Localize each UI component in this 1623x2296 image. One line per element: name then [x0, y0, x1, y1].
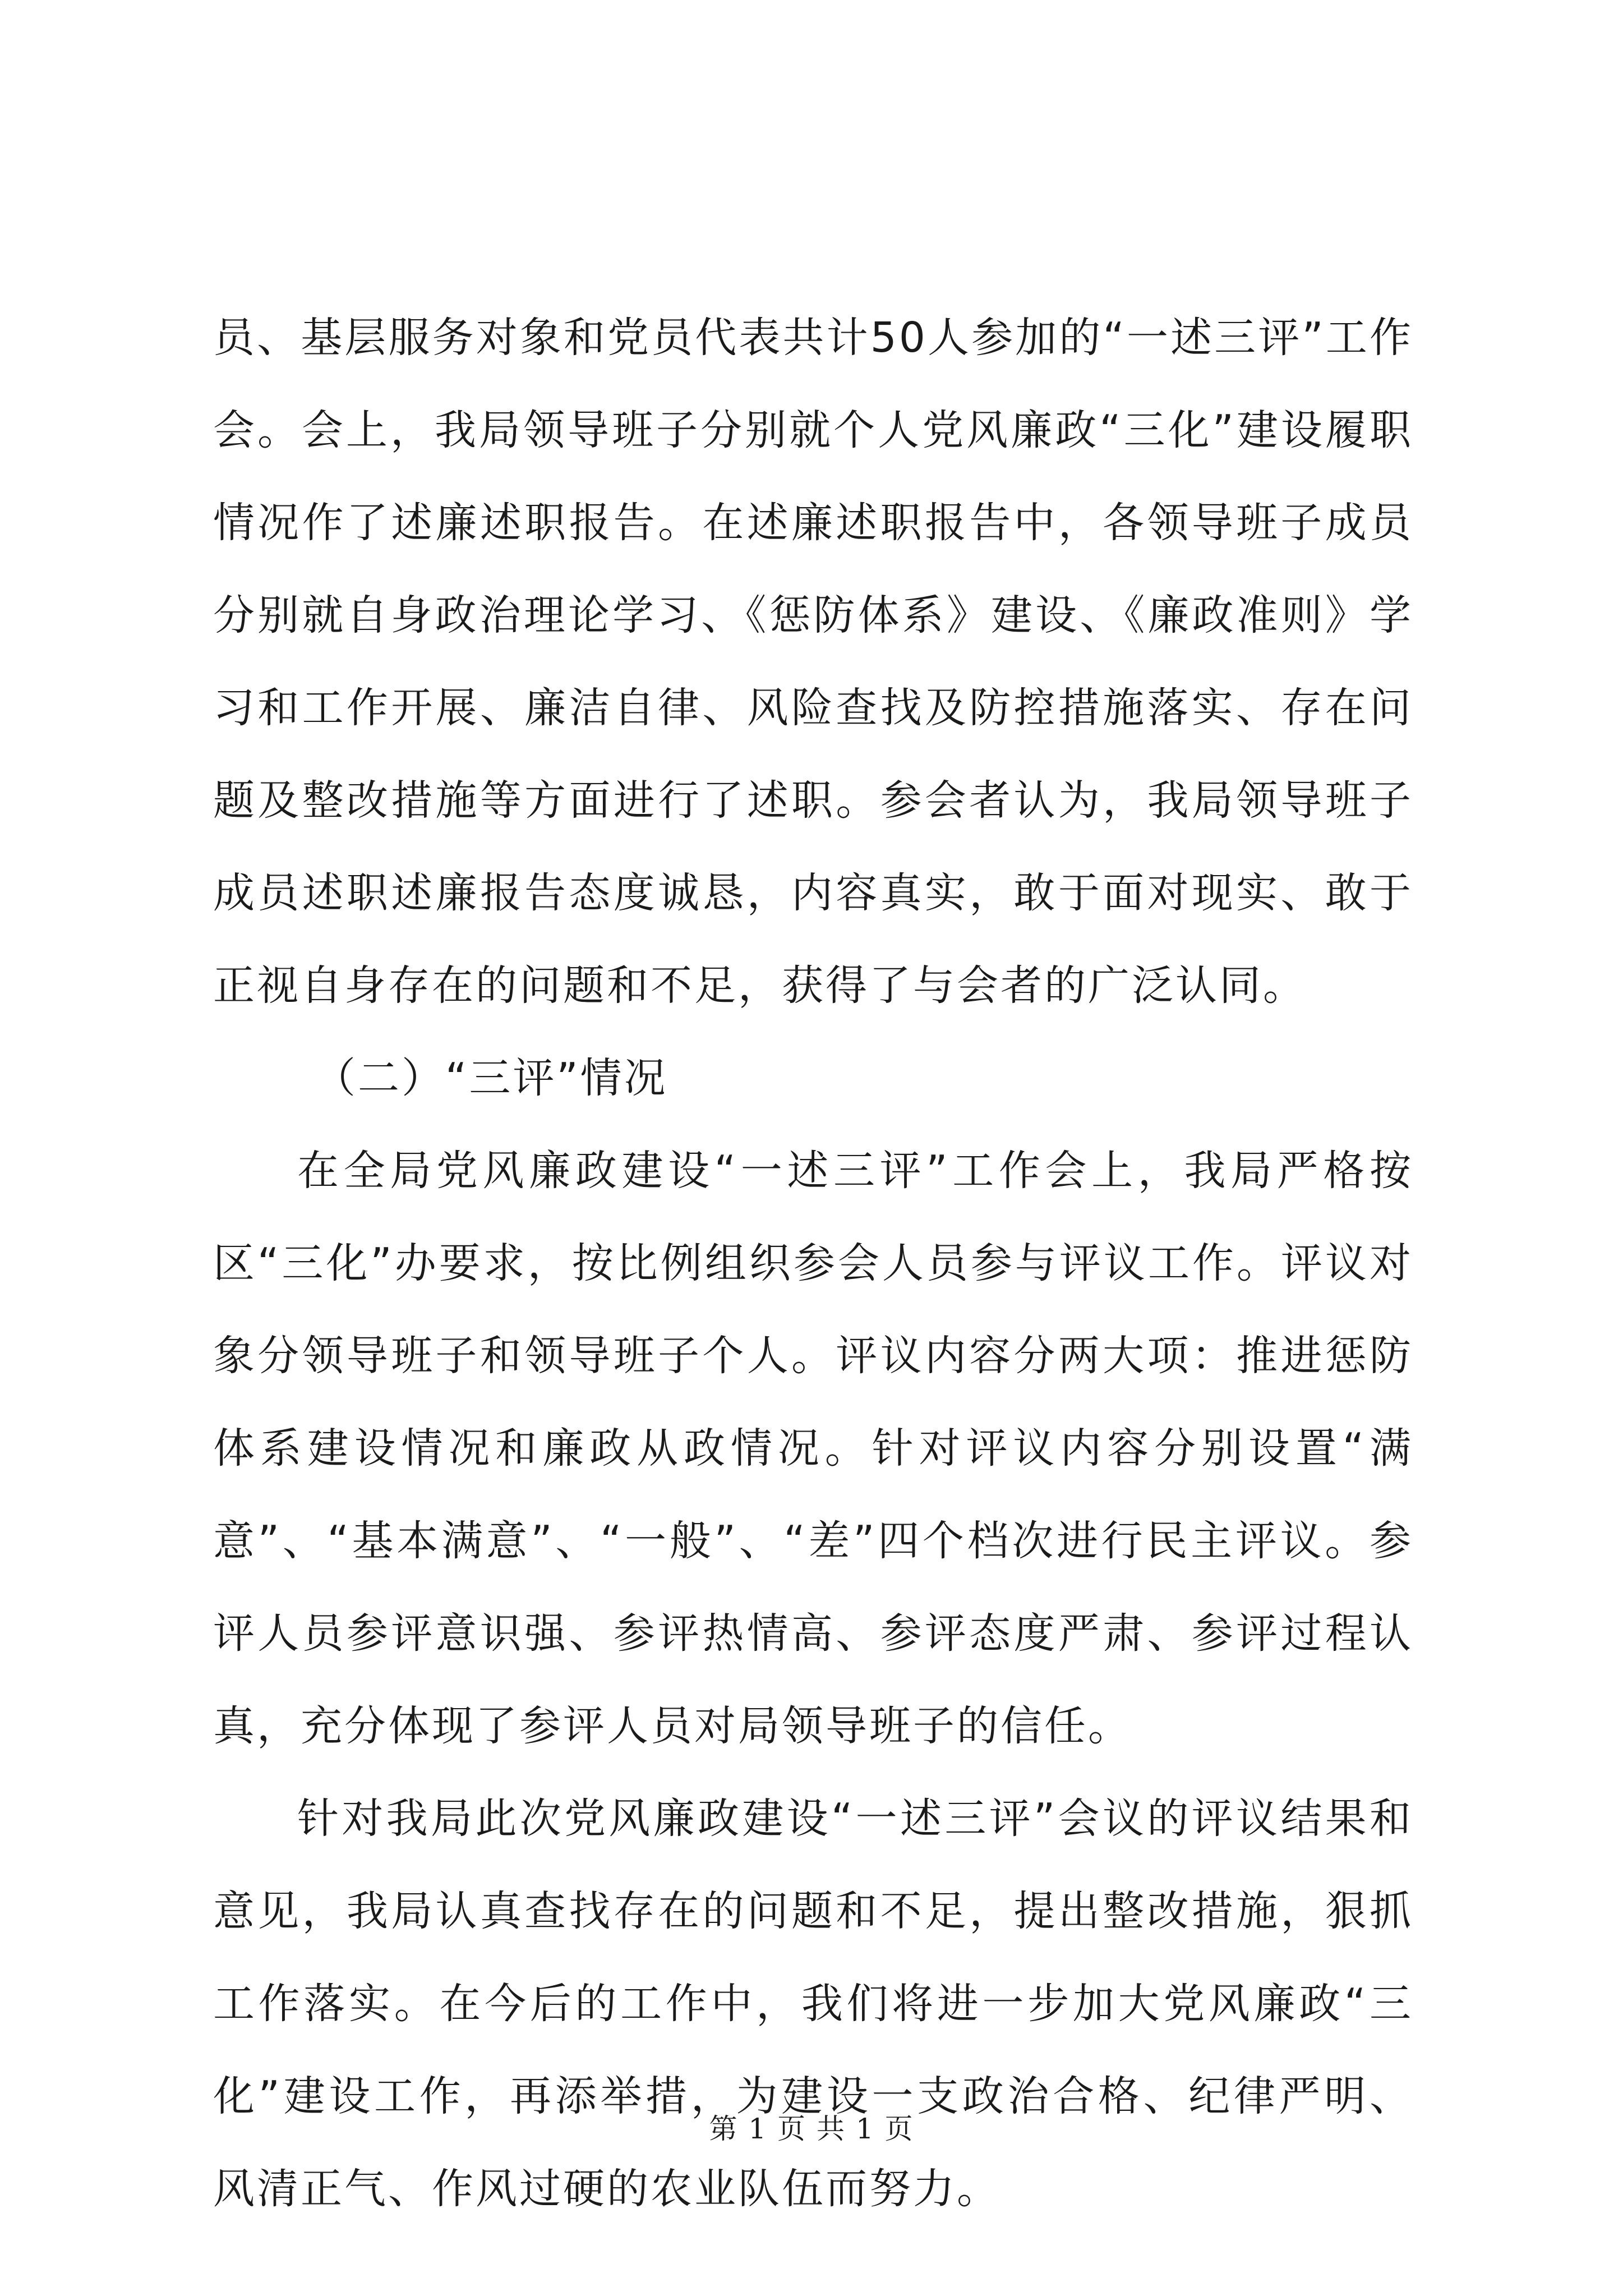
- paragraph-continuation: 员、基层服务对象和党员代表共计50人参加的“一述三评”工作会。会上，我局领导班子分别就个人党风廉政“三化”建设履职情况作了述廉述职报告。在述廉述职报告中，各领导班子成员分别就自身政治理论学习、《惩防体系》建设、《廉政准则》学习和工作开展、廉洁自律、风险查找及防控措施落实、存在问题及整改措施等方面进行了述职。参会者认为，我局领导班子成员述职述廉报告态度诚恳，内容真实，敢于面对现实、敢于正视自身存在的问题和不足，获得了与会者的广泛认同。: [213, 314, 1413, 1010]
- paragraph-rectification: 针对我局此次党风廉政建设“一述三评”会议的评议结果和意见，我局认真查找存在的问题和不足，提出整改措施，狠抓工作落实。在今后的工作中，我们将进一步加大党风廉政“三化”建设工作，再添举措，为建设一支政治合格、纪律严明、风清正气、作风过硬的农业队伍而努力。: [213, 1795, 1413, 2213]
- section-heading: （二）“三评”情况: [314, 1054, 668, 1102]
- page-number-footer: 第 1 页 共 1 页: [709, 2113, 914, 2145]
- document-body: [213, 292, 1413, 2235]
- paragraph-evaluation: 在全局党风廉政建设“一述三评”工作会上，我局严格按区“三化”办要求，按比例组织参会人员参与评议工作。评议对象分领导班子和领导班子个人。评议内容分两大项：推进惩防体系建设情况和廉政从政情况。针对评议内容分别设置“满意”、“基本满意”、“一般”、“差”四个档次进行民主评议。参评人员参评意识强、参评热情高、参评态度严肃、参评过程认真，充分体现了参评人员对局领导班子的信任。: [213, 1147, 1413, 1750]
